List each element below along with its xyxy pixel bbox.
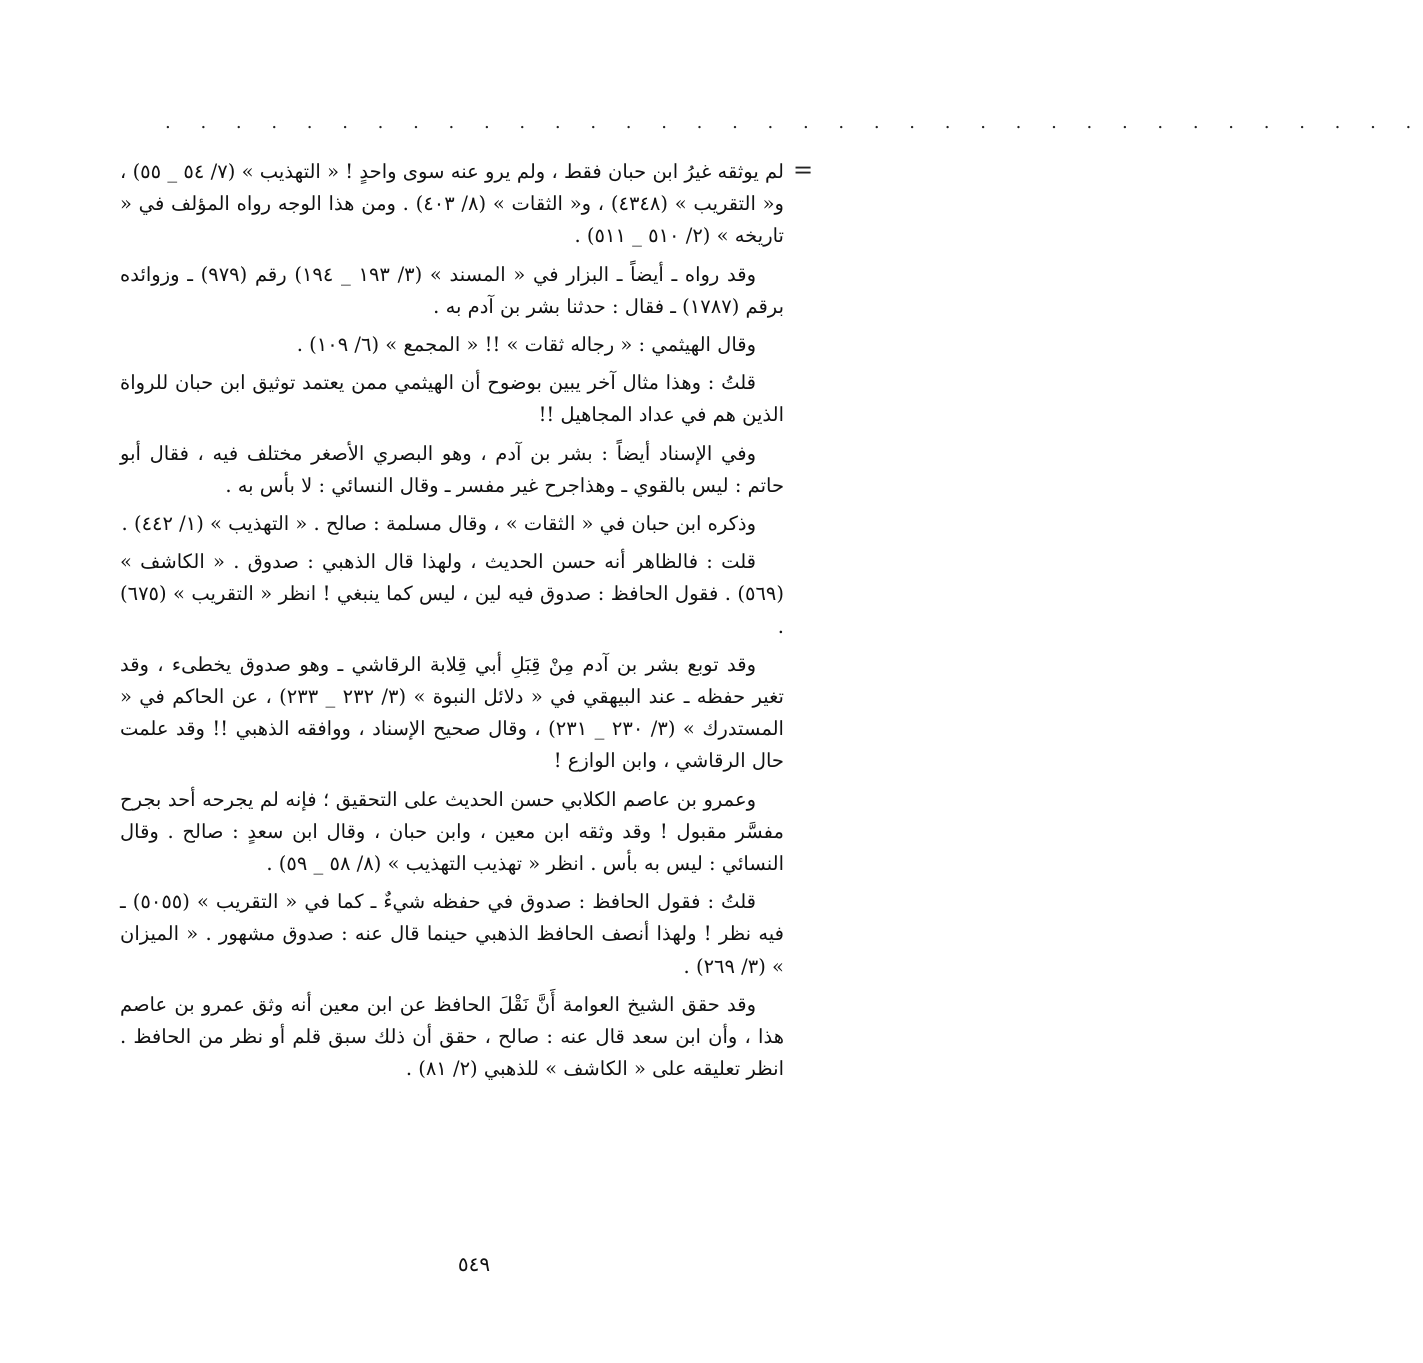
page-number: ٥٤٩: [457, 1252, 491, 1276]
paragraph: وعمرو بن عاصم الكلابي حسن الحديث على التحقيق ؛ فإنه لم يجرحه أحد بجرح مفسَّر مقبول ! وقد وثقه ابن معين ، وابن حبان ، وقال ابن سعدٍ : صالح . وقال النسائي : ليس به بأس . انظر « تهذيب التهذيب » (٨/ ٥٨ _ ٥٩) .: [120, 787, 784, 876]
paragraph: قلتُ : فقول الحافظ : صدوق في حفظه شيءٌ ـ كما في « التقريب » (٥٠٥٥) ـ فيه نظر ! ولهذا أنصف الحافظ الذهبي حينما قال عنه : صدوق مشهور . « الميزان » (٣/ ٢٦٩) .: [120, 890, 784, 978]
paragraph: وفي الإسناد أيضاً : بشر بن آدم ، وهو البصري الأصغر مختلف فيه ، فقال أبو حاتم : ليس بالقوي ـ وهذاجرح غير مفسر ـ وقال النسائي : لا بأس به .: [120, 441, 784, 497]
dotted-separator: . . . . . . . . . . . . . . . . . . . . . . . . . . . . . . . . . . . .: [165, 112, 1423, 133]
paragraph: وذكره ابن حبان في « الثقات » ، وقال مسلمة : صالح . « التهذيب » (١/ ٤٤٢) .: [121, 512, 756, 536]
paragraph: قلتُ : وهذا مثال آخر يبين بوضوح أن الهيثمي ممن يعتمد توثيق ابن حبان للرواة الذين هم في عداد المجاهيل !!: [120, 371, 784, 427]
paragraph: وقد حقق الشيخ العوامة أَنَّ نَقْلَ الحافظ عن ابن معين أنه وثق عمرو بن عاصم هذا ، وأن ابن سعد قال عنه : صالح ، حقق أن ذلك سبق قلم أو نظر من الحافظ . انظر تعليقه على « الكاشف » للذهبي (٢/ ٨١) .: [120, 992, 784, 1081]
paragraph: وقال الهيثمي : « رجاله ثقات » !! « المجمع » (٦/ ١٠٩) .: [296, 333, 756, 357]
footnote-body: [120, 156, 784, 1091]
continuation-mark: =: [793, 156, 814, 184]
paragraph: لم يوثقه غيرُ ابن حبان فقط ، ولم يرو عنه سوى واحدٍ ! « التهذيب » (٧/ ٥٤ _ ٥٥) ، و« التقريب » (٤٣٤٨) ، و« الثقات » (٨/ ٤٠٣) . ومن هذا الوجه رواه المؤلف في « تاريخه » (٢/ ٥١٠ _ ٥١١) .: [120, 160, 784, 248]
paragraph: قلت : فالظاهر أنه حسن الحديث ، ولهذا قال الذهبي : صدوق . « الكاشف » (٥٦٩) . فقول الحافظ : صدوق فيه لين ، ليس كما ينبغي ! انظر « التقريب » (٦٧٥) .: [120, 550, 784, 638]
paragraph: وقد توبع بشر بن آدم مِنْ قِبَلِ أبي قِلابة الرقاشي ـ وهو صدوق يخطىء ، وقد تغير حفظه ـ عند البيهقي في « دلائل النبوة » (٣/ ٢٣٢ _ ٢٣٣) ، عن الحاكم في « المستدرك » (٣/ ٢٣٠ _ ٢٣١) ، وقال صحيح الإسناد ، ووافقه الذهبي !! وقد علمت حال الرقاشي ، وابن الوازع !: [120, 652, 784, 773]
paragraph: وقد رواه ـ أيضاً ـ البزار في « المسند » (٣/ ١٩٣ _ ١٩٤) رقم (٩٧٩) ـ وزوائده برقم (١٧٨٧) ـ فقال : حدثنا بشر بن آدم به .: [120, 262, 784, 318]
